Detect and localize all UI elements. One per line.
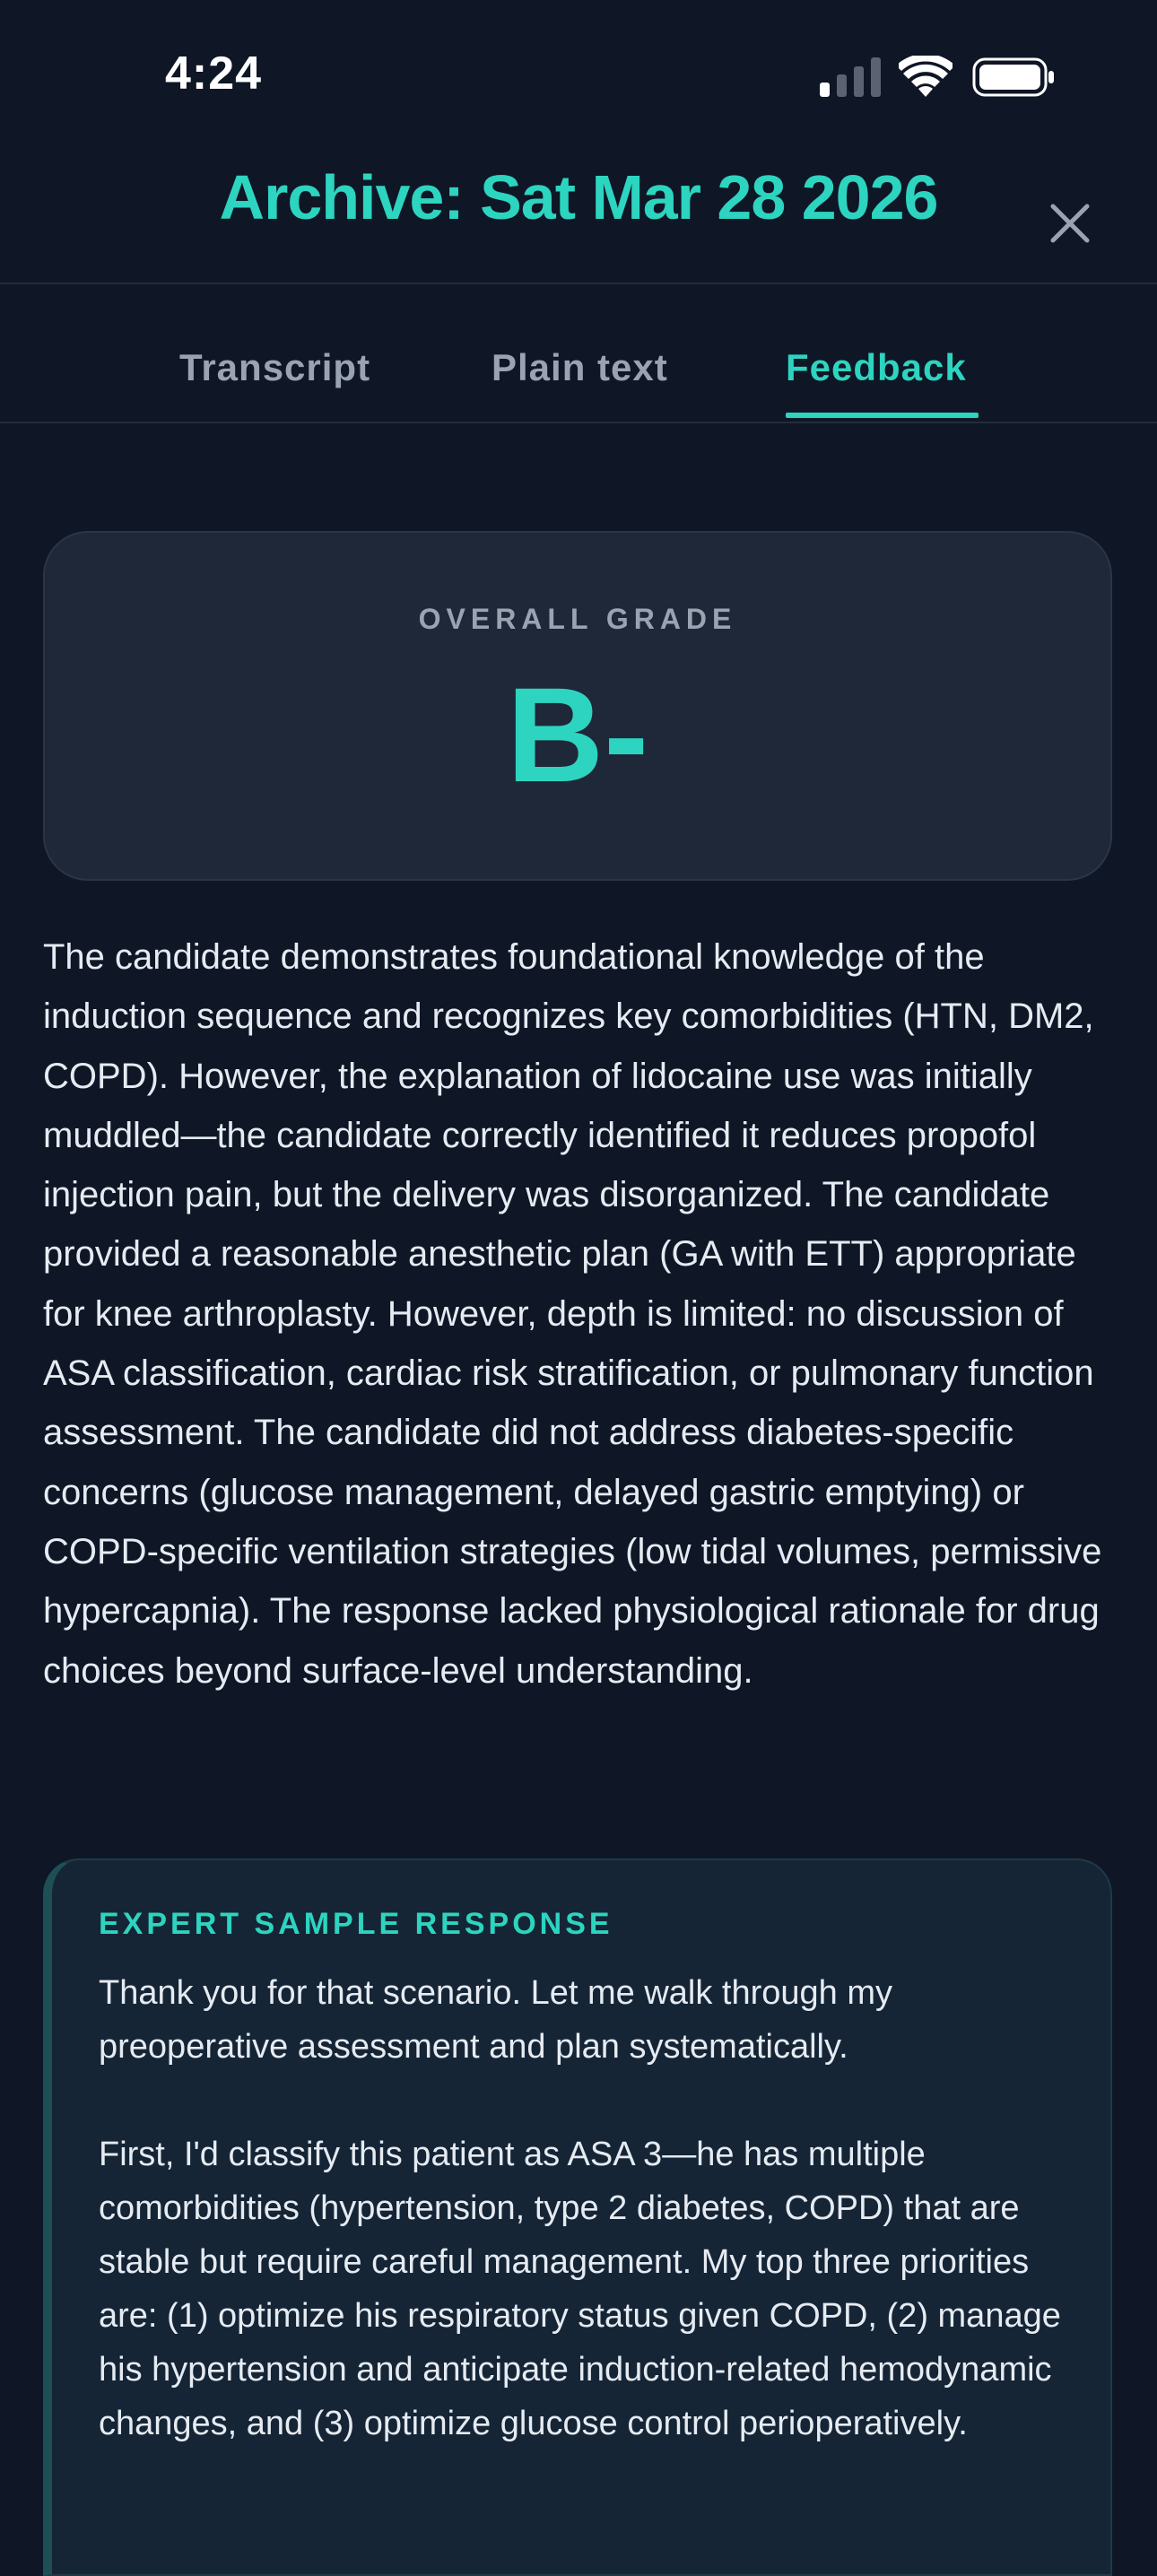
tab-divider	[0, 422, 1157, 423]
expert-sample-text	[99, 1966, 1076, 2504]
status-time: 4:24	[165, 48, 263, 100]
expert-sample-card	[43, 1858, 1112, 2576]
cellular-signal-icon	[820, 57, 881, 97]
tab-feedback[interactable]: Feedback	[786, 346, 967, 388]
expert-sample-label: EXPERT SAMPLE RESPONSE	[99, 1907, 613, 1941]
expert-paragraph: First, I'd classify this patient as ASA 3—he has multiple comorbidities (hypertension, type 2 diabetes, COPD) that are stable but require careful management. My top three priorities are: (1) optimize his respiratory status given COPD, (2) manage his hypertension and anticipate induction-related hemodynamic changes, and (3) optimize glucose control perioperatively.	[99, 2136, 1061, 2442]
active-tab-indicator	[786, 413, 979, 418]
grade-label: OVERALL GRADE	[418, 603, 737, 635]
tab-plain-text[interactable]: Plain text	[492, 346, 668, 388]
wifi-icon	[899, 56, 953, 97]
tab-bar	[0, 285, 1157, 422]
feedback-text: The candidate demonstrates foundational knowledge of the induction sequence and recognizes key comorbidities (HTN, DM2, COPD). However, the explanation of lidocaine use was initially muddled—the candidate correctly identified it reduces propofol injection pain, but the delivery was disorganized. The candidate provided a reasonable anesthetic plan (GA with ETT) appropriate for knee arthroplasty. However, depth is limited: no discussion of ASA classification, cardiac risk stratification, or pulmonary function assessment. The candidate did not address diabetes-specific concerns (glucose management, delayed gastric emptying) or COPD-specific ventilation strategies (low tidal volumes, permissive hypercapnia). The response lacked physiological rationale for drug choices beyond surface-level understanding.	[43, 937, 1102, 1691]
expert-paragraph: Thank you for that scenario. Let me walk through my preoperative assessment and plan systematically.	[99, 1974, 892, 2066]
status-bar	[0, 0, 1157, 144]
close-icon[interactable]	[1042, 196, 1098, 251]
battery-icon	[972, 57, 1055, 97]
header-divider	[0, 283, 1157, 284]
tab-transcript[interactable]: Transcript	[179, 346, 371, 388]
page-title: Archive: Sat Mar 28 2026	[219, 162, 938, 232]
overall-grade-card	[43, 531, 1112, 881]
grade-value: B-	[506, 659, 649, 810]
